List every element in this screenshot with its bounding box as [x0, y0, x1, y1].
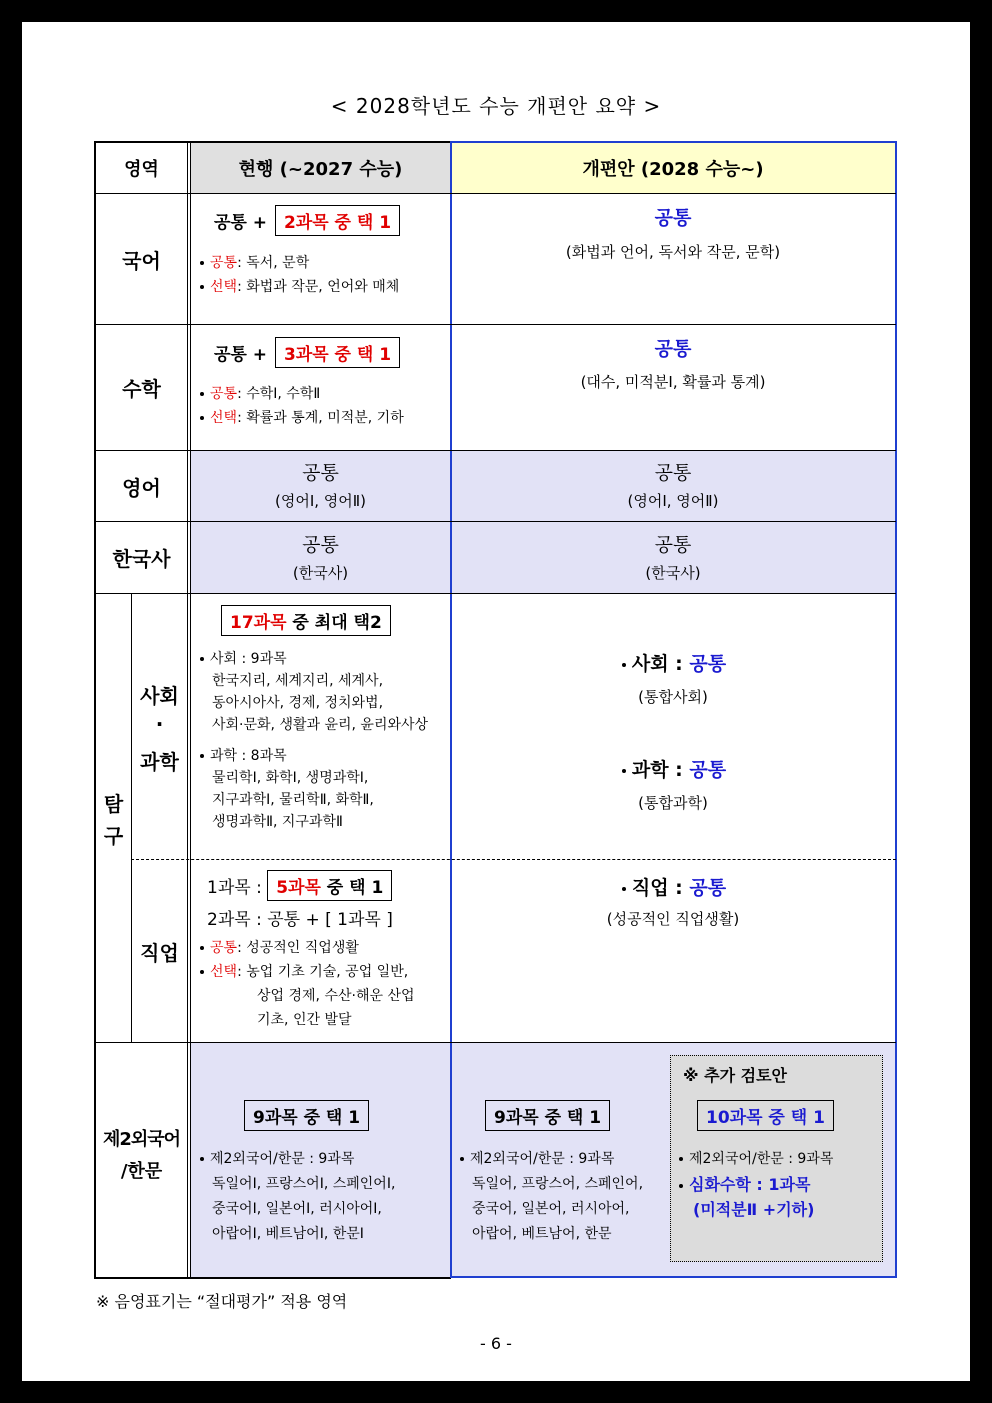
history-new-sub: (한국사): [645, 564, 701, 582]
inquiry-current-list: [198, 648, 428, 833]
inquiry-select-box: 17과목 중 최대 택2: [221, 605, 391, 636]
vocational-option-1: 1과목 : 5과목 중 택 1: [207, 870, 392, 901]
vocational-option-2: 2과목 : 공통 + [ 1과목 ]: [207, 910, 393, 930]
list-item: 상업 경제, 수산·해운 산업: [257, 988, 415, 1004]
header-area: 영역: [124, 159, 159, 180]
area-history: 한국사: [112, 547, 171, 571]
list-item: 심화수학 : 1과목: [677, 1172, 833, 1197]
list-item: 생명과학Ⅱ, 지구과학Ⅱ: [212, 814, 343, 830]
footnote: ※ 음영표기는 “절대평가” 적용 영역: [96, 1292, 348, 1311]
area-social-sci-2: ·: [155, 712, 164, 736]
area-math: 수학: [122, 377, 161, 401]
page-number: - 6 -: [480, 1334, 512, 1353]
history-new-title: 공통: [654, 534, 692, 556]
list-item: 선택: 확률과 통계, 미적분, 기하: [198, 406, 404, 430]
foreign-new-box: 9과목 중 택 1: [485, 1100, 610, 1131]
foreign-new-select: [485, 1100, 610, 1131]
area-vocational: 직업: [140, 941, 179, 965]
list-item: 과학 : 8과목: [198, 745, 428, 767]
korean-current-bullets: [198, 251, 399, 299]
extra-select-box: 10과목 중 택 1: [697, 1100, 834, 1131]
extra-review-title: ※ 추가 검토안: [683, 1066, 787, 1085]
list-item: 아랍어Ⅰ, 베트남어Ⅰ, 한문Ⅰ: [212, 1226, 364, 1242]
bullet-icon: [200, 1157, 204, 1161]
foreign-current-select: [244, 1100, 369, 1131]
math-common-prefix: 공통 +: [214, 345, 268, 365]
area-social-sci-3: 과학: [140, 750, 179, 774]
list-item: 물리학Ⅰ, 화학Ⅰ, 생명과학Ⅰ,: [212, 770, 369, 786]
list-item: 독일어Ⅰ, 프랑스어Ⅰ, 스페인어Ⅰ,: [212, 1176, 396, 1192]
extra-select: [697, 1100, 834, 1131]
math-new-sub: (대수, 미적분Ⅰ, 확률과 통계): [580, 373, 766, 391]
english-current-title: 공통: [302, 462, 339, 484]
row-line-1: [94, 193, 896, 194]
vocational-new: 직업 : 공통: [451, 873, 895, 900]
list-item: 동아시아사, 경제, 정치와법,: [212, 695, 384, 711]
area-inquiry-1: 탐: [103, 792, 124, 816]
bullet-icon: [622, 663, 626, 667]
inquiry-current-select: [221, 605, 391, 636]
math-current-bullets: [198, 382, 404, 430]
list-item: 선택: 화법과 작문, 언어와 매체: [198, 275, 399, 299]
korean-current-select: [214, 205, 400, 236]
list-item: 공통: 성공적인 직업생활: [198, 936, 415, 960]
area-foreign-2: /한문: [120, 1161, 163, 1182]
list-item: (미적분Ⅱ +기하): [693, 1200, 815, 1219]
list-item: 사회·문화, 생활과 윤리, 윤리와사상: [212, 717, 429, 733]
bullet-icon: [622, 769, 626, 773]
inquiry-new-social: 사회 : 공통: [451, 649, 895, 676]
inquiry-new-science: 과학 : 공통: [451, 755, 895, 782]
list-item: 공통: 독서, 문학: [198, 251, 399, 275]
header-current: 현행 (~2027 수능): [238, 159, 403, 180]
area-divider-2: [190, 141, 191, 1278]
list-item: 중국어, 일본어, 러시아어,: [472, 1201, 630, 1217]
bullet-icon: [200, 392, 204, 396]
list-item: 지구과학Ⅰ, 물리학Ⅱ, 화학Ⅱ,: [212, 792, 374, 808]
blue-border-bottom: [451, 1276, 896, 1278]
list-item: 선택: 농업 기초 기술, 공업 일반,: [198, 960, 415, 984]
bullet-icon: [200, 970, 204, 974]
english-new-sub: (영어Ⅰ, 영어Ⅱ): [627, 492, 719, 510]
korean-new-title: 공통: [654, 207, 692, 229]
bullet-icon: [622, 887, 626, 891]
foreign-current-list: [198, 1147, 395, 1247]
history-current-sub: (한국사): [292, 564, 349, 582]
inquiry-new-social-sub: (통합사회): [638, 688, 708, 706]
math-select-box: 3과목 중 택 1: [275, 337, 400, 368]
bullet-icon: [200, 285, 204, 289]
inquiry-subdivider: [131, 593, 132, 1042]
row-line-3: [94, 450, 896, 451]
inquiry-new-science-sub: (통합과학): [638, 794, 708, 812]
area-social-sci-1: 사회: [140, 684, 179, 708]
table-border-bottom: [94, 1277, 451, 1279]
math-current-select: [214, 337, 400, 368]
bullet-icon: [200, 657, 204, 661]
area-divider: [187, 141, 188, 1278]
list-item: 독일어, 프랑스어, 스페인어,: [472, 1176, 644, 1192]
row-dash-vocational: [131, 859, 896, 860]
vocational-current-bullets: [198, 936, 415, 1032]
english-new-title: 공통: [654, 462, 692, 484]
list-item: 사회 : 9과목: [198, 648, 428, 670]
korean-select-box: 2과목 중 택 1: [275, 205, 400, 236]
korean-new-sub: (화법과 언어, 독서와 작문, 문학): [565, 243, 781, 261]
bullet-icon: [679, 1184, 683, 1188]
vocational-select-box: 5과목 중 택 1: [267, 870, 392, 901]
list-item: 제2외국어/한문 : 9과목: [677, 1147, 833, 1172]
page-title: < 2028학년도 수능 개편안 요약 >: [330, 94, 662, 118]
bullet-icon: [200, 754, 204, 758]
list-item: 아랍어, 베트남어, 한문: [472, 1226, 612, 1242]
row-line-2: [94, 324, 896, 325]
math-new-title: 공통: [654, 338, 692, 360]
foreign-current-box: 9과목 중 택 1: [244, 1100, 369, 1131]
history-current-title: 공통: [302, 534, 339, 556]
area-foreign-1: 제2외국어: [102, 1129, 181, 1150]
bullet-icon: [200, 946, 204, 950]
blue-border-right: [895, 141, 897, 1278]
bullet-icon: [679, 1157, 683, 1161]
area-inquiry-2: 구: [103, 824, 124, 848]
extra-list: [677, 1147, 833, 1222]
list-item: 공통: 수학Ⅰ, 수학Ⅱ: [198, 382, 404, 406]
foreign-new-list: [458, 1147, 643, 1247]
korean-common-prefix: 공통 +: [214, 213, 268, 233]
row-line-4: [94, 521, 896, 522]
list-item: 한국지리, 세계지리, 세계사,: [212, 673, 384, 689]
area-korean: 국어: [122, 248, 161, 273]
list-item: 제2외국어/한문 : 9과목: [198, 1147, 395, 1172]
area-english: 영어: [122, 475, 161, 500]
list-item: 제2외국어/한문 : 9과목: [458, 1147, 643, 1172]
bullet-icon: [460, 1157, 464, 1161]
header-new: 개편안 (2028 수능~): [582, 159, 764, 180]
blue-border-left: [450, 141, 452, 1278]
english-current-sub: (영어Ⅰ, 영어Ⅱ): [274, 492, 366, 510]
list-item: 기초, 인간 발달: [257, 1012, 352, 1028]
list-item: 중국어Ⅰ, 일본어Ⅰ, 러시아어Ⅰ,: [212, 1201, 382, 1217]
row-line-6: [94, 1042, 896, 1043]
bullet-icon: [200, 261, 204, 265]
vocational-new-sub: (성공적인 직업생활): [606, 910, 740, 928]
bullet-icon: [200, 416, 204, 420]
row-line-5: [94, 593, 896, 594]
